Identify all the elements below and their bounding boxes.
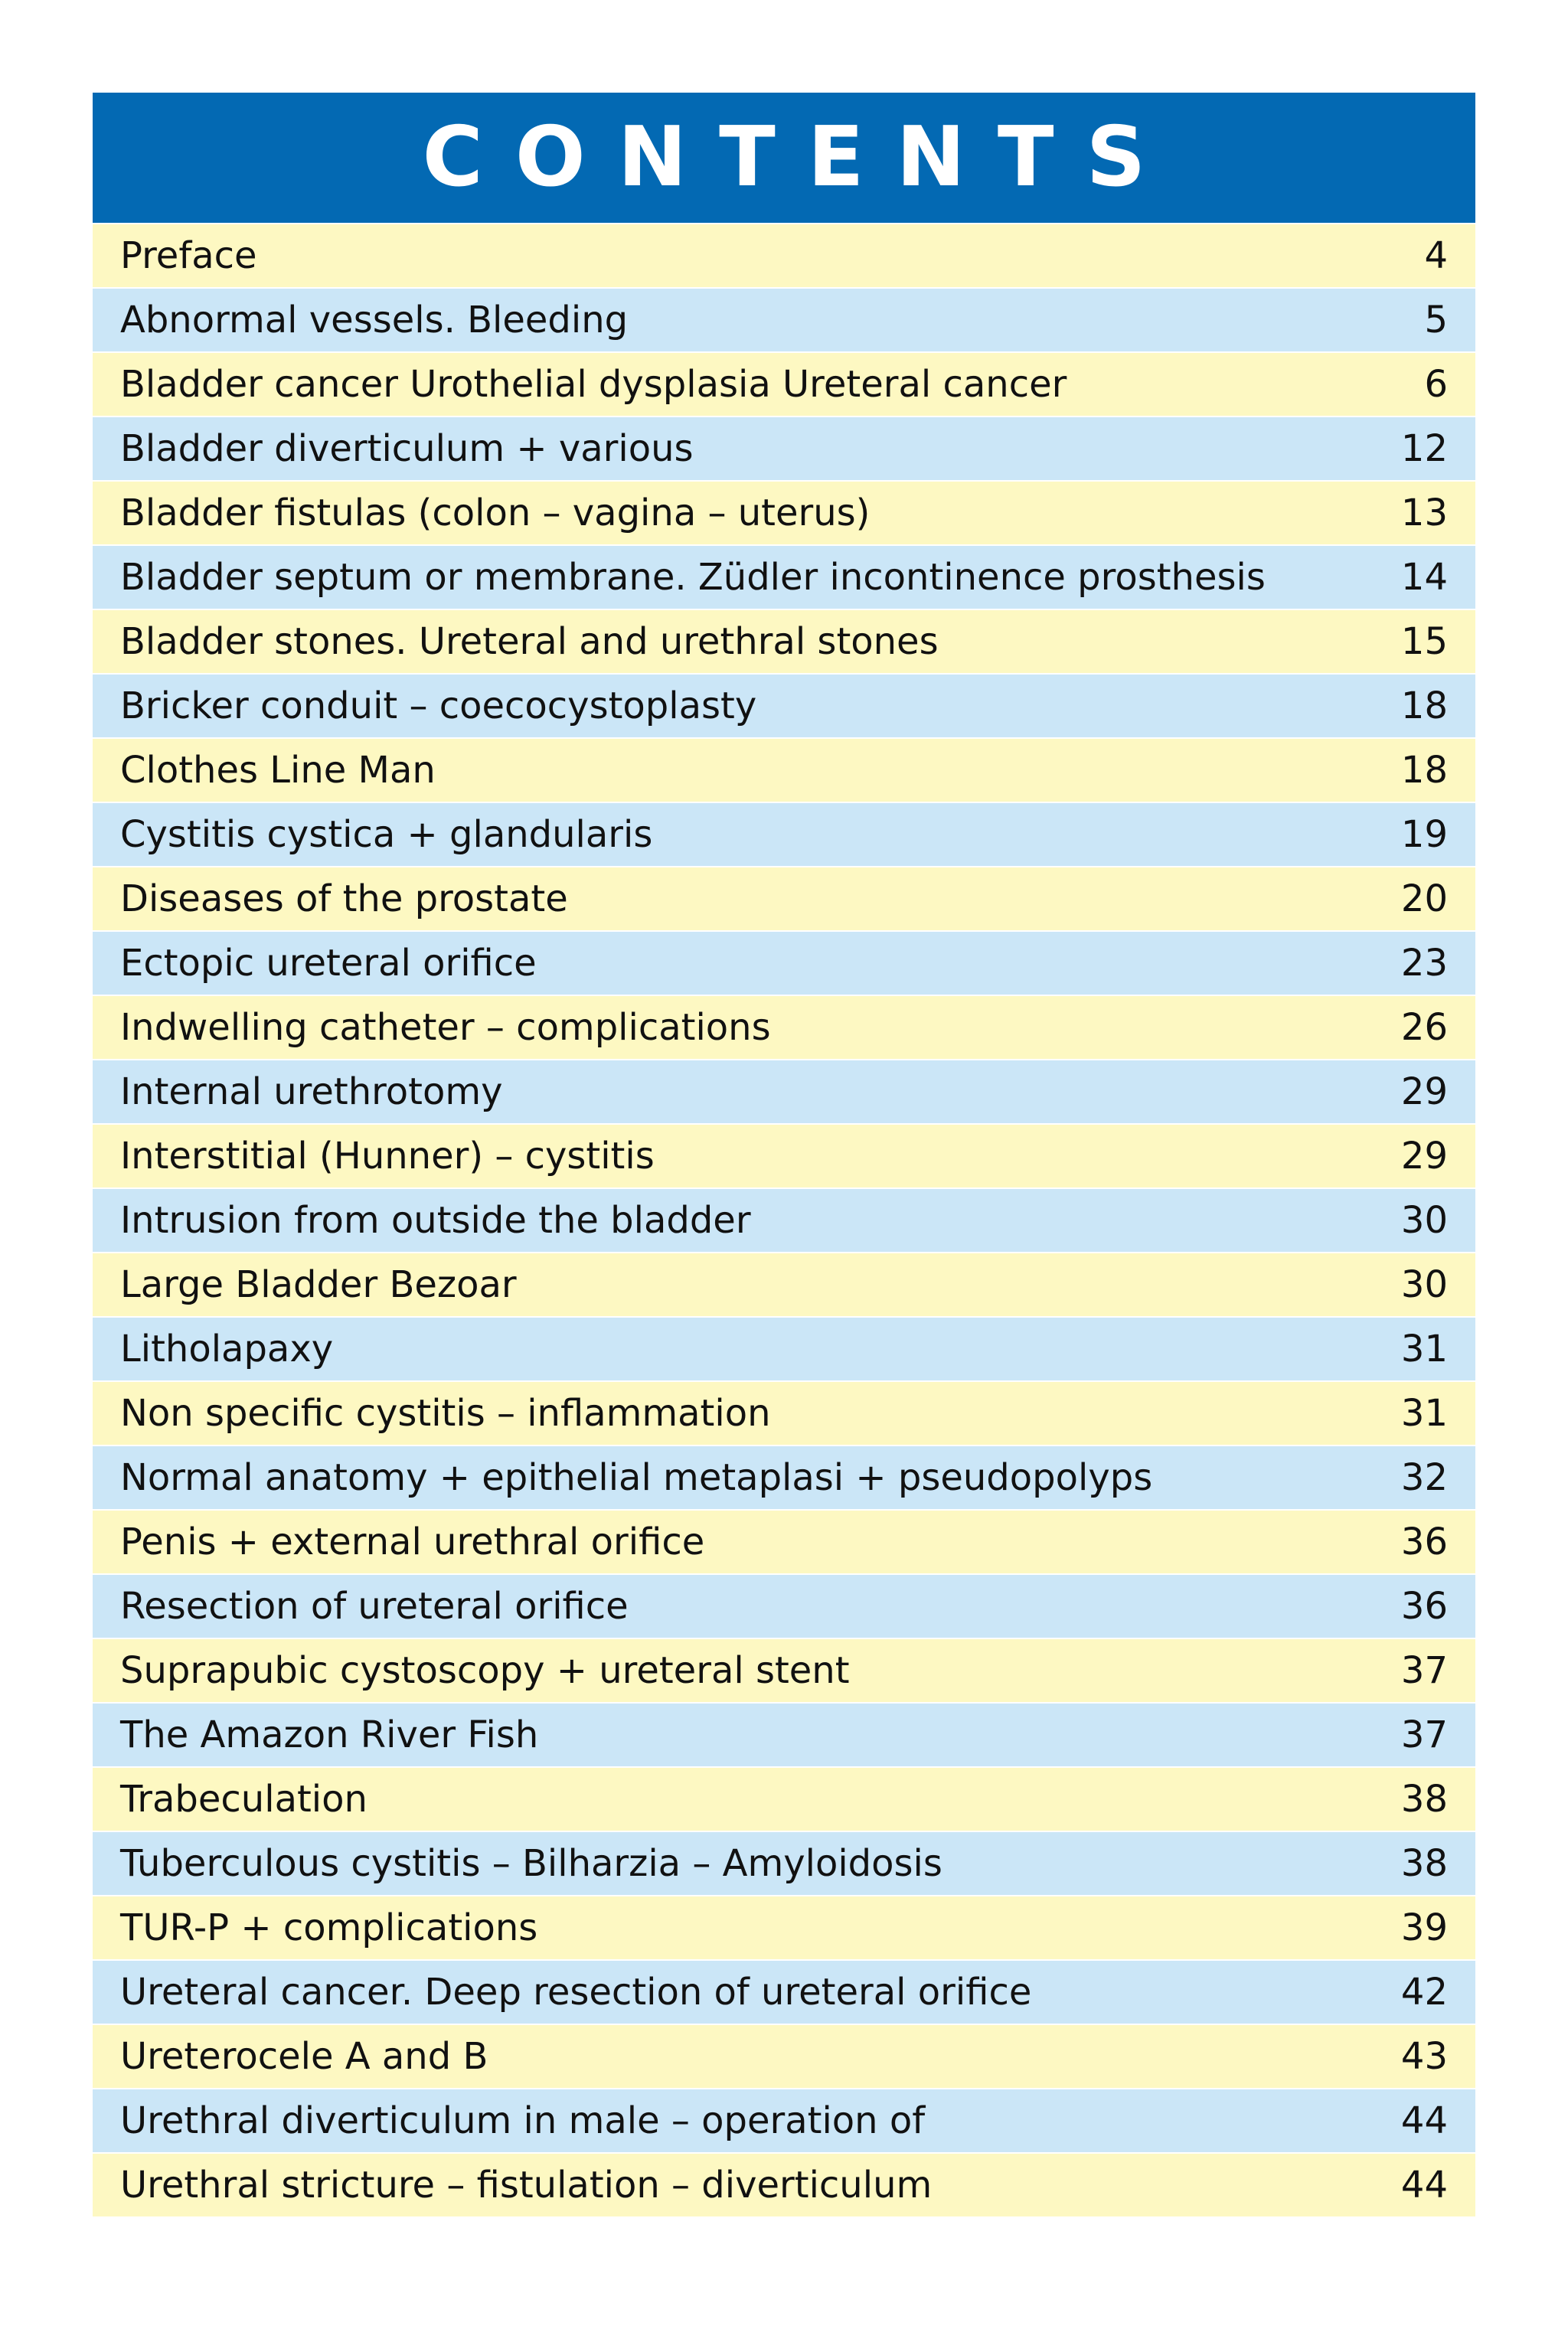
- toc-entry-title: Suprapubic cystoscopy + ureteral stent: [120, 1649, 850, 1692]
- contents-header: [93, 93, 1475, 223]
- toc-entry-title: Bladder diverticulum + various: [120, 427, 694, 470]
- toc-entry-title: Diseases of the prostate: [120, 877, 568, 920]
- toc-entry[interactable]: [93, 1059, 1475, 1123]
- toc-entry-page: 38: [1400, 1778, 1448, 1821]
- toc-entry-page: 31: [1400, 1328, 1448, 1370]
- toc-entry-title: TUR-P + complications: [120, 1906, 538, 1949]
- toc-entry-title: Trabeculation: [120, 1778, 368, 1821]
- toc-entry-title: Tuberculous cystitis – Bilharzia – Amyloidosis: [120, 1842, 942, 1885]
- toc-entry[interactable]: [93, 2088, 1475, 2152]
- toc-entry-page: 20: [1400, 877, 1448, 920]
- toc-entry-page: 32: [1400, 1456, 1448, 1499]
- toc-entry-page: 18: [1400, 749, 1448, 792]
- toc-entry-title: Penis + external urethral orifice: [120, 1521, 705, 1563]
- toc-entry-page: 38: [1400, 1842, 1448, 1885]
- toc-entry[interactable]: [93, 1959, 1475, 2024]
- toc-entry[interactable]: [93, 866, 1475, 930]
- toc-entry-title: Bladder cancer Urothelial dysplasia Ureteral cancer: [120, 363, 1067, 406]
- toc-entry-title: Resection of ureteral orifice: [120, 1585, 629, 1628]
- toc-entry[interactable]: [93, 1831, 1475, 1895]
- toc-entry-title: Bricker conduit – coecocystoplasty: [120, 684, 757, 727]
- toc-entry[interactable]: [93, 1766, 1475, 1831]
- toc-entry-page: 5: [1424, 299, 1448, 341]
- toc-entry[interactable]: [93, 287, 1475, 351]
- toc-entry[interactable]: [93, 351, 1475, 416]
- toc-entry-page: 39: [1400, 1906, 1448, 1949]
- toc-entry[interactable]: [93, 1638, 1475, 1702]
- toc-entry-page: 29: [1400, 1135, 1448, 1178]
- toc-entry-title: Indwelling catheter – complications: [120, 1006, 771, 1049]
- toc-entry[interactable]: [93, 609, 1475, 673]
- toc-entry-title: Normal anatomy + epithelial metaplasi + pseudopolyps: [120, 1456, 1153, 1499]
- toc-entry[interactable]: [93, 737, 1475, 802]
- toc-entry[interactable]: [93, 673, 1475, 737]
- toc-entry-page: 36: [1400, 1585, 1448, 1628]
- toc-entry-title: The Amazon River Fish: [120, 1713, 539, 1756]
- toc-entry-title: Clothes Line Man: [120, 749, 436, 792]
- toc-entry[interactable]: [93, 2024, 1475, 2088]
- toc-entry-page: 12: [1400, 427, 1448, 470]
- toc-entry-page: 44: [1400, 2164, 1448, 2207]
- toc-list: [93, 223, 1475, 2216]
- toc-entry[interactable]: [93, 416, 1475, 480]
- toc-entry-title: Bladder stones. Ureteral and urethral stones: [120, 620, 939, 663]
- toc-entry-page: 26: [1400, 1006, 1448, 1049]
- toc-entry[interactable]: [93, 1509, 1475, 1573]
- toc-entry[interactable]: [93, 802, 1475, 866]
- toc-entry[interactable]: [93, 1316, 1475, 1380]
- page-title: CONTENTS: [422, 109, 1178, 205]
- toc-entry-title: Preface: [120, 234, 257, 277]
- toc-entry[interactable]: [93, 930, 1475, 995]
- toc-entry-title: Interstitial (Hunner) – cystitis: [120, 1135, 655, 1178]
- toc-entry-title: Abnormal vessels. Bleeding: [120, 299, 629, 341]
- toc-entry-page: 30: [1400, 1263, 1448, 1306]
- toc-entry[interactable]: [93, 480, 1475, 544]
- toc-entry-page: 23: [1400, 942, 1448, 985]
- toc-entry-title: Large Bladder Bezoar: [120, 1263, 517, 1306]
- toc-entry-page: 15: [1400, 620, 1448, 663]
- toc-entry[interactable]: [93, 1445, 1475, 1509]
- toc-entry[interactable]: [93, 1702, 1475, 1766]
- toc-entry[interactable]: [93, 995, 1475, 1059]
- toc-entry-title: Bladder fistulas (colon – vagina – uterus): [120, 492, 871, 534]
- toc-entry[interactable]: [93, 1123, 1475, 1187]
- toc-entry[interactable]: [93, 1252, 1475, 1316]
- toc-entry-title: Ureterocele A and B: [120, 2035, 488, 2078]
- toc-entry-title: Cystitis cystica + glandularis: [120, 813, 653, 856]
- toc-entry-page: 37: [1400, 1649, 1448, 1692]
- toc-entry-page: 29: [1400, 1070, 1448, 1113]
- toc-entry[interactable]: [93, 1380, 1475, 1445]
- toc-entry[interactable]: [93, 1895, 1475, 1959]
- toc-entry-page: 31: [1400, 1392, 1448, 1435]
- toc-entry-title: Internal urethrotomy: [120, 1070, 503, 1113]
- toc-entry-page: 43: [1400, 2035, 1448, 2078]
- toc-entry[interactable]: [93, 1187, 1475, 1252]
- toc-entry-page: 30: [1400, 1199, 1448, 1242]
- toc-entry-page: 37: [1400, 1713, 1448, 1756]
- toc-entry-title: Non specific cystitis – inflammation: [120, 1392, 771, 1435]
- toc-entry-title: Bladder septum or membrane. Züdler incontinence prosthesis: [120, 556, 1266, 599]
- toc-entry-page: 19: [1400, 813, 1448, 856]
- toc-entry-title: Ectopic ureteral orifice: [120, 942, 537, 985]
- toc-entry-page: 42: [1400, 1971, 1448, 2014]
- contents-table: [93, 93, 1475, 2216]
- toc-entry-title: Litholapaxy: [120, 1328, 334, 1370]
- toc-entry-page: 14: [1400, 556, 1448, 599]
- toc-entry[interactable]: [93, 223, 1475, 287]
- toc-entry-title: Urethral stricture – fistulation – diverticulum: [120, 2164, 933, 2207]
- toc-entry[interactable]: [93, 2152, 1475, 2216]
- toc-entry-page: 36: [1400, 1521, 1448, 1563]
- toc-entry-title: Urethral diverticulum in male – operation of: [120, 2099, 926, 2142]
- toc-entry-page: 4: [1424, 234, 1448, 277]
- toc-entry-page: 44: [1400, 2099, 1448, 2142]
- toc-entry-page: 18: [1400, 684, 1448, 727]
- toc-entry[interactable]: [93, 1573, 1475, 1638]
- toc-entry-title: Ureteral cancer. Deep resection of ureteral orifice: [120, 1971, 1032, 2014]
- toc-entry-title: Intrusion from outside the bladder: [120, 1199, 751, 1242]
- toc-entry-page: 13: [1400, 492, 1448, 534]
- toc-entry[interactable]: [93, 544, 1475, 609]
- toc-entry-page: 6: [1424, 363, 1448, 406]
